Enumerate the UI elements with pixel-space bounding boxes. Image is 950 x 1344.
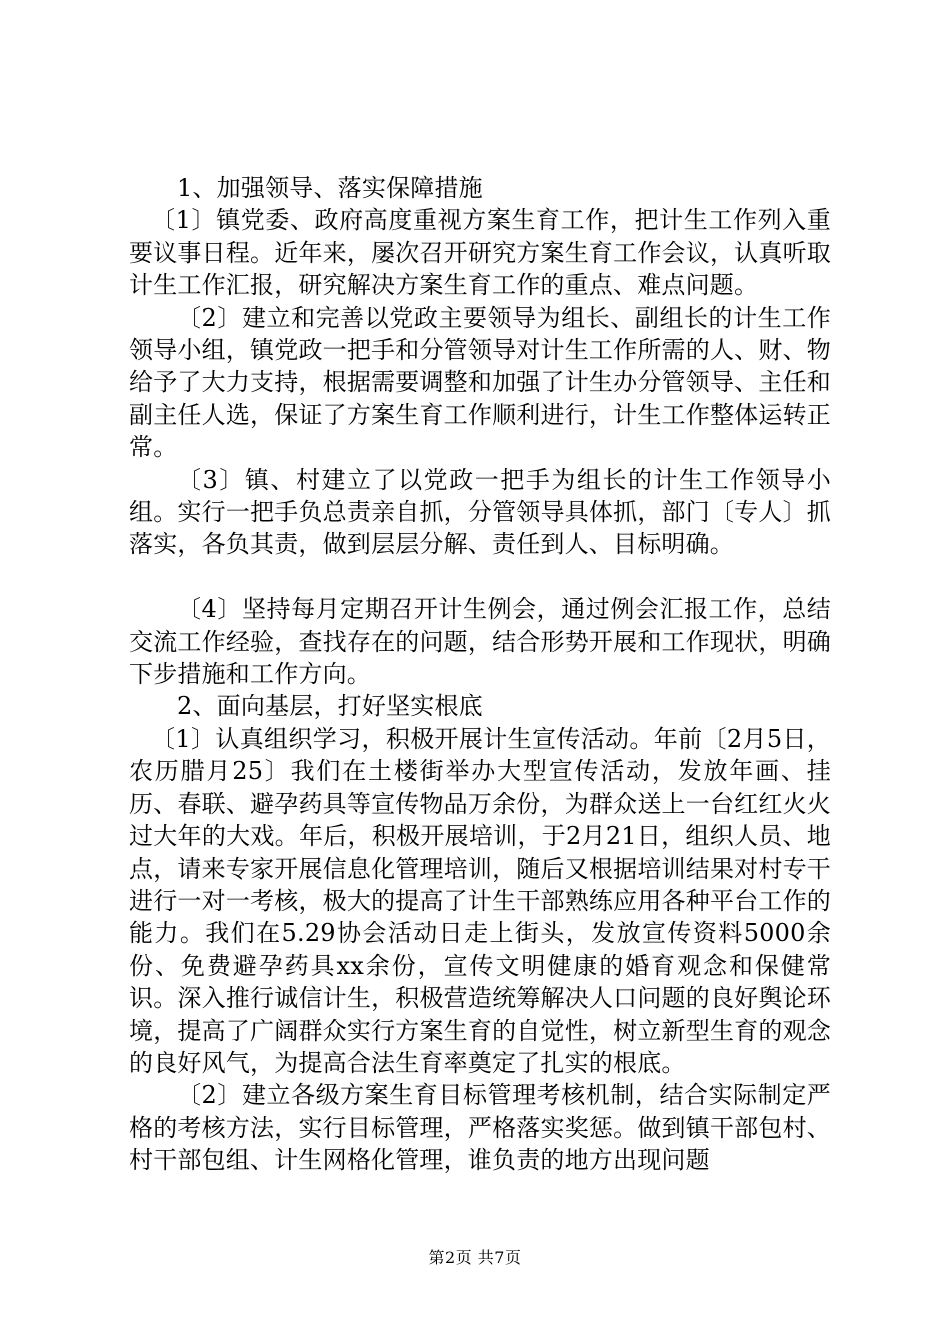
paragraph-1-2: 〔2〕建立和完善以党政主要领导为组长、副组长的计生工作领导小组，镇党政一把手和分管领导对计生工作所需的人、财、物给予了大力支持，根据需要调整和加强了计生办分管领导、主任和副主任人选，保证了方案生育工作顺利进行，计生工作整体运转正常。 xyxy=(129,303,831,462)
paragraph-1-3: 〔3〕镇、村建立了以党政一把手为组长的计生工作领导小组。实行一把手负总责亲自抓，分管领导具体抓，部门〔专人〕抓落实，各负其责，做到层层分解、责任到人、目标明确。 xyxy=(129,465,831,559)
paragraph-2-2: 〔2〕建立各级方案生育目标管理考核机制，结合实际制定严格的考核方法，实行目标管理，严格落实奖惩。做到镇干部包村、村干部包组、计生网格化管理，谁负责的地方出现问题 xyxy=(129,1081,831,1175)
paragraph-1-4: 〔4〕坚持每月定期召开计生例会，通过例会汇报工作，总结交流工作经验，查找存在的问题，结合形势开展和工作现状，明确下步措施和工作方向。 xyxy=(129,595,831,689)
paragraph-1-1: 〔1〕镇党委、政府高度重视方案生育工作，把计生工作列入重要议事日程。近年来，屡次召开研究方案生育工作会议，认真听取计生工作汇报，研究解决方案生育工作的重点、难点问题。 xyxy=(129,206,831,300)
page-number-footer: 第2页 共7页 xyxy=(428,1248,522,1267)
document-body xyxy=(129,172,831,1177)
paragraph-gap xyxy=(129,561,831,593)
section-heading-2: 2、面向基层，打好坚实根底 xyxy=(177,692,483,721)
paragraph-2-1: 〔1〕认真组织学习，积极开展计生宣传活动。年前〔2月5日，农历腊月25〕我们在土楼街举办大型宣传活动，发放年画、挂历、春联、避孕药具等宣传物品万余份，为群众送上一台红红火火过大年的大戏。年后，积极开展培训，于2月21日，组织人员、地点，请来专家开展信息化管理培训，随后又根据培训结果对村专干进行一对一考核，极大的提高了计生干部熟练应用各种平台工作的能力。我们在5.29协会活动日走上街头，发放宣传资料5000余份、免费避孕药具xx余份，宣传文明健康的婚育观念和保健常识。深入推行诚信计生，积极营造统筹解决人口问题的良好舆论环境，提高了广阔群众实行方案生育的自觉性，树立新型生育的观念的良好风气，为提高合法生育率奠定了扎实的根底。 xyxy=(129,724,831,1077)
section-heading-1: 1、加强领导、落实保障措施 xyxy=(177,174,483,202)
